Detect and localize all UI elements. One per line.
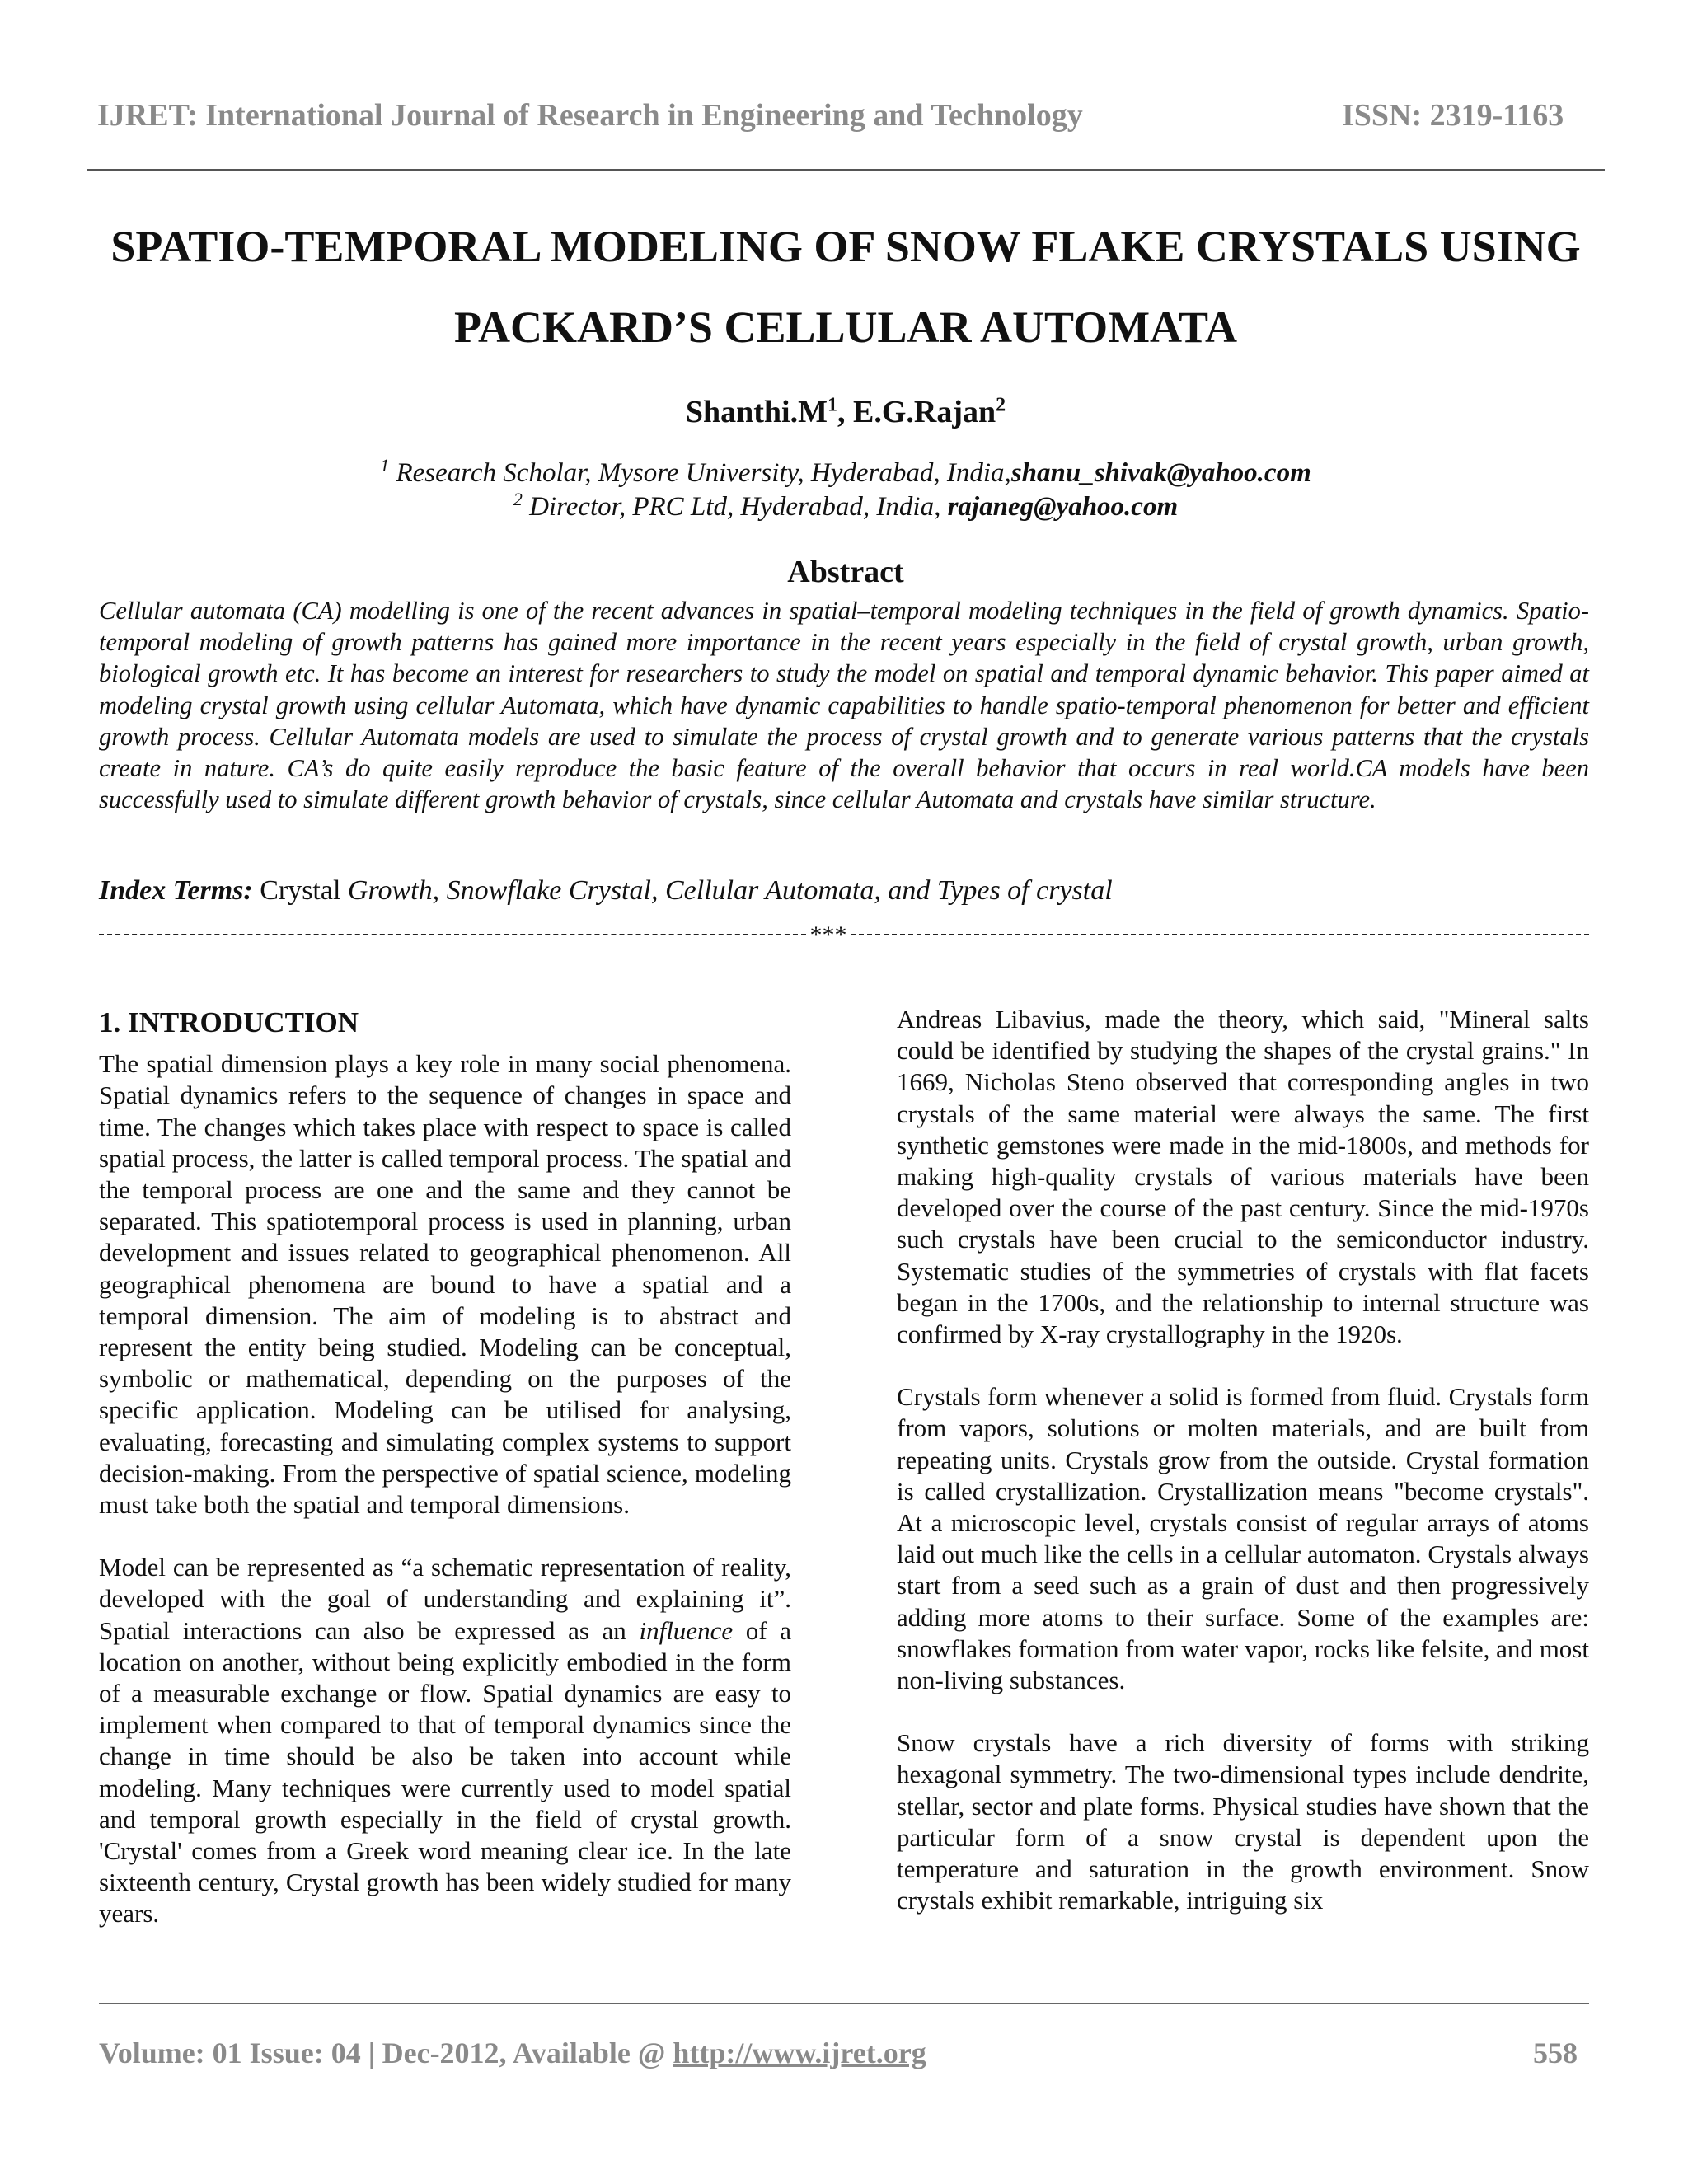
header-rule [87, 169, 1605, 171]
paragraph-4: Crystals form whenever a solid is formed from fluid. Crystals form from vapors, solutions or molten materials, and are built from repeating units. Crystals grow from the outside. Crystal formation is called crystallization. Crystallization means "become crystals". At a microscopic level, crystals consist of regular arrays of atoms laid out much like the cells in a cellular automaton. Crystals always start from a seed such as a grain of dust and then progressively adding more atoms to their surface. Some of the examples are: snowflakes formation from water vapor, rocks like felsite, and most non-living substances. [897, 1382, 1589, 1695]
paper-title-line-2: PACKARD’S CELLULAR AUTOMATA [453, 302, 1238, 352]
index-terms-plain: Crystal [252, 875, 348, 906]
authors [87, 394, 1605, 430]
affiliation-2-text: Director, PRC Ltd, Hyderabad, India, [522, 492, 948, 522]
footer-journal-link[interactable]: http://www.ijret.org [673, 2036, 926, 2069]
paragraph-2-part-b: of a location on another, without being explicitly embodied in the form of a measurable exchange or flow. Spatial dynamics are easy to implement when compared to that of temporal dynamics since the change in time should be also be taken into account while modeling. Many techniques were currently used to model spatial and temporal growth especially in the field of crystal growth. 'Crystal' comes from a Greek word meaning clear ice. In the late sixteenth century, Crystal growth has been widely studied for many years. [99, 1615, 791, 1929]
affiliation-2-mark: 2 [513, 489, 523, 509]
author-2-affil-mark: 2 [996, 394, 1006, 416]
paragraph-3: Andreas Libavius, made the theory, which said, "Mineral salts could be identified by studying the shapes of the crystal grains." In 1669, Nicholas Steno observed that corresponding angles in two crystals of the same material were always the same. The first synthetic gemstones were made in the mid-1800s, and methods for making high-quality crystals of various materials have been developed over the course of the past century. Since the mid-1970s such crystals have been crucial to the semiconductor industry. Systematic studies of the symmetries of crystals with flat facets began in the 1700s, and the relationship to internal structure was confirmed by X-ray crystallography in the 1920s. [897, 1005, 1589, 1349]
section-separator [99, 921, 1589, 949]
separator-stars: *** [809, 921, 847, 949]
index-terms [99, 875, 1589, 907]
abstract-text: Cellular automata (CA) modelling is one of the recent advances in spatial–temporal modeling techniques in the field of growth dynamics. Spatio-temporal modeling of growth patterns has gained more importance in the recent years especially in the field of crystal growth, urban growth, biological growth etc. It has become an interest for researchers to study the model on spatial and temporal dynamic behavior. This paper aimed at modeling crystal growth using cellular Automata, which have dynamic capabilities to handle spatio-temporal phenomenon for better and efficient growth process. Cellular Automata models are used to simulate the process of crystal growth and to generate various patterns that the crystals create in nature. CA’s do quite easily reproduce the basic feature of the overall behavior that occurs in real world.CA models have been successfully used to simulate different growth behavior of crystals, since cellular Automata and crystals have similar structure. [99, 597, 1589, 814]
column-right [897, 1004, 1589, 1947]
paragraph-1: The spatial dimension plays a key role in many social phenomena. Spatial dynamics refers to the sequence of changes in space and time. The changes which takes place with respect to space is called spatial process, the latter is called temporal process. The spatial and the temporal process are one and the same and they cannot be separated. This spatiotemporal process is used in planning, urban development and issues related to geographical phenomenon. All geographical phenomena are bound to have a spatial and a temporal dimension. The aim of modeling is to abstract and represent the entity being studied. Modeling can be conceptual, symbolic or mathematical, depending on the purposes of the specific application. Modeling can be utilised for analysing, evaluating, forecasting and simulating complex systems to support decision-making. From the perspective of spatial science, modeling must take both the spatial and temporal dimensions. [99, 1049, 791, 1520]
affiliation-2-email[interactable]: rajaneg@yahoo.com [947, 492, 1179, 522]
author-1-affil-mark: 1 [827, 394, 837, 416]
paragraph-5: Snow crystals have a rich diversity of forms with striking hexagonal symmetry. The two-dimensional types include dendrite, stellar, sector and plate forms. Physical studies have shown that the particular form of a snow crystal is dependent upon the temperature and saturation in the growth environment. Snow crystals exhibit remarkable, intriguing six [897, 1728, 1589, 1915]
section-heading-introduction: 1. INTRODUCTION [99, 1006, 359, 1038]
index-terms-label: Index Terms: [99, 875, 253, 906]
paper-title-line-1: SPATIO-TEMPORAL MODELING OF SNOW FLAKE CRYSTALS USING [110, 222, 1581, 271]
running-header-journal: IJRET: International Journal of Research in Engineering and Technology [97, 98, 1083, 133]
paragraph-2-part-a: Model can be represented as “a schematic representation of reality, developed with the goal of understanding and explaining it”. Spatial interactions can also be expressed as an [99, 1553, 791, 1645]
paper-title [87, 206, 1605, 368]
footer-rule [99, 2003, 1589, 2004]
column-left [99, 1007, 791, 1961]
separator-dashes-left [99, 934, 806, 935]
separator-dashes-right [851, 934, 1589, 935]
page-number: 558 [1533, 2036, 1578, 2069]
affiliation-2 [87, 483, 1605, 523]
author-separator: , [837, 395, 853, 429]
abstract-heading: Abstract [787, 555, 904, 589]
author-1: Shanthi.M [685, 395, 828, 429]
running-header-issn: ISSN: 2319-1163 [1342, 98, 1564, 133]
paragraph-2 [99, 1552, 791, 1929]
footer-volume-info [99, 2036, 926, 2070]
affiliation-1-mark: 1 [380, 455, 390, 476]
affiliation-1-text: Research Scholar, Mysore University, Hyderabad, India, [389, 458, 1011, 488]
paragraph-2-italic: influence [639, 1615, 734, 1645]
author-2: E.G.Rajan [852, 395, 996, 429]
affiliation-1-email[interactable]: shanu_shivak@yahoo.com [1010, 458, 1311, 488]
footer-volume-text: Volume: 01 Issue: 04 | Dec-2012, Available @ [99, 2036, 673, 2069]
index-terms-list: Growth, Snowflake Crystal, Cellular Automata, and Types of crystal [347, 875, 1113, 906]
